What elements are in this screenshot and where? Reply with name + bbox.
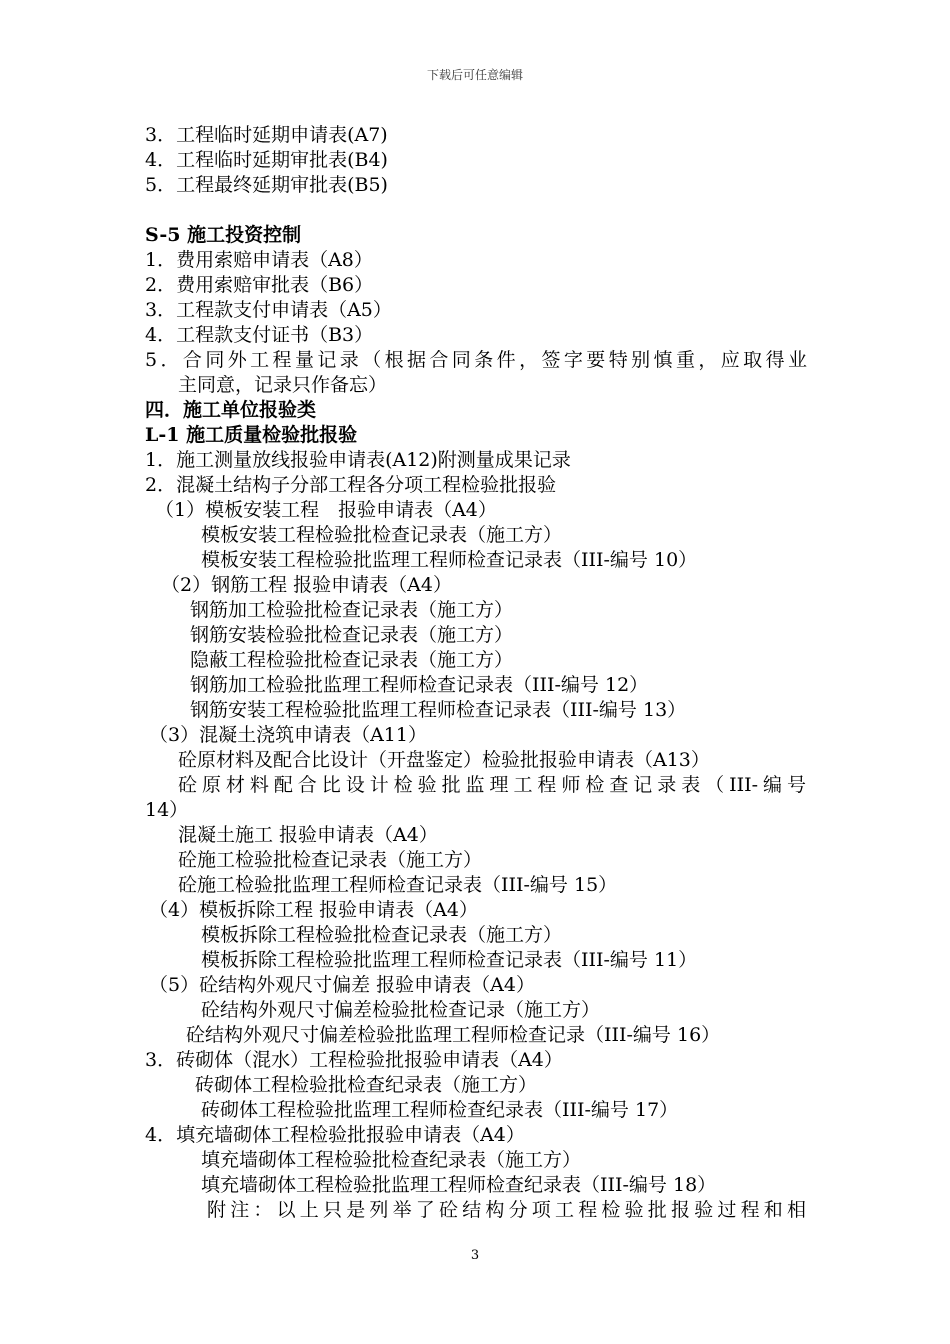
- text-line: （1）模板安装工程 报验申请表（A4）: [155, 499, 497, 521]
- text-line: 4．工程款支付证书（B3）: [145, 324, 374, 346]
- section-heading: S-5 施工投资控制: [145, 224, 302, 246]
- text-line: 主同意，记录只作备忘）: [178, 374, 388, 396]
- text-line: 砼结构外观尺寸偏差检验批检查记录（施工方）: [201, 999, 601, 1021]
- text-line: （3）混凝土浇筑申请表（A11）: [149, 724, 427, 746]
- text-line: 砖砌体工程检验批检查纪录表（施工方）: [195, 1074, 538, 1096]
- text-line: 钢筋加工检验批监理工程师检查记录表（III-编号 12）: [190, 674, 649, 696]
- text-line: 混凝土施工 报验申请表（A4）: [178, 824, 438, 846]
- text-line: （2）钢筋工程 报验申请表（A4）: [161, 574, 452, 596]
- text-line: 3．工程款支付申请表（A5）: [145, 299, 392, 321]
- text-line: 砼施工检验批检查记录表（施工方）: [178, 849, 483, 871]
- text-line: 砼原材料及配合比设计（开盘鉴定）检验批报验申请表（A13）: [178, 749, 710, 771]
- text-line: 14）: [145, 799, 189, 821]
- page-number: 3: [470, 1248, 480, 1263]
- text-line: 模板拆除工程检验批检查记录表（施工方）: [201, 924, 563, 946]
- text-line: （4）模板拆除工程 报验申请表（A4）: [149, 899, 478, 921]
- text-line: 填充墙砌体工程检验批监理工程师检查纪录表（III-编号 18）: [201, 1174, 717, 1196]
- text-line: 1．费用索赔申请表（A8）: [145, 249, 373, 271]
- text-line: 3．砖砌体（混水）工程检验批报验申请表（A4）: [145, 1049, 563, 1071]
- text-line: 模板安装工程检验批监理工程师检查记录表（III-编号 10）: [201, 549, 698, 571]
- text-line: 4．填充墙砌体工程检验批报验申请表（A4）: [145, 1124, 525, 1146]
- text-line: 钢筋安装工程检验批监理工程师检查记录表（III-编号 13）: [190, 699, 687, 721]
- section-heading: L-1 施工质量检验批报验: [145, 424, 358, 446]
- page-header: 下载后可任意编辑: [426, 68, 523, 82]
- text-line: 砼施工检验批监理工程师检查记录表（III-编号 15）: [178, 874, 618, 896]
- text-line: 附注：以上只是列举了砼结构分项工程检验批报验过程和相: [207, 1199, 806, 1221]
- text-line: 砼结构外观尺寸偏差检验批监理工程师检查记录（III-编号 16）: [186, 1024, 721, 1046]
- section-heading: 四．施工单位报验类: [145, 399, 317, 421]
- text-line: 4．工程临时延期审批表(B4): [145, 149, 388, 171]
- text-line: 砖砌体工程检验批监理工程师检查纪录表（III-编号 17）: [201, 1099, 679, 1121]
- text-line: 填充墙砌体工程检验批检查纪录表（施工方）: [201, 1149, 582, 1171]
- text-line: 1．施工测量放线报验申请表(A12)附测量成果记录: [145, 449, 571, 471]
- text-line: 5．合同外工程量记录（根据合同条件，签字要特别慎重，应取得业: [145, 349, 807, 371]
- text-line: 5．工程最终延期审批表(B5): [145, 174, 388, 196]
- text-line: 3．工程临时延期申请表(A7): [145, 124, 388, 146]
- text-line: 隐蔽工程检验批检查记录表（施工方）: [190, 649, 514, 671]
- text-line: （5）砼结构外观尺寸偏差 报验申请表（A4）: [149, 974, 535, 996]
- text-line: 钢筋安装检验批检查记录表（施工方）: [190, 624, 514, 646]
- text-line: 模板拆除工程检验批监理工程师检查记录表（III-编号 11）: [201, 949, 698, 971]
- text-line: 2．费用索赔审批表（B6）: [145, 274, 374, 296]
- text-line: 钢筋加工检验批检查记录表（施工方）: [190, 599, 514, 621]
- text-line: 模板安装工程检验批检查记录表（施工方）: [201, 524, 563, 546]
- text-line: 砼原材料配合比设计检验批监理工程师检查记录表（III-编号: [178, 774, 806, 796]
- text-line: 2．混凝土结构子分部工程各分项工程检验批报验: [145, 474, 557, 496]
